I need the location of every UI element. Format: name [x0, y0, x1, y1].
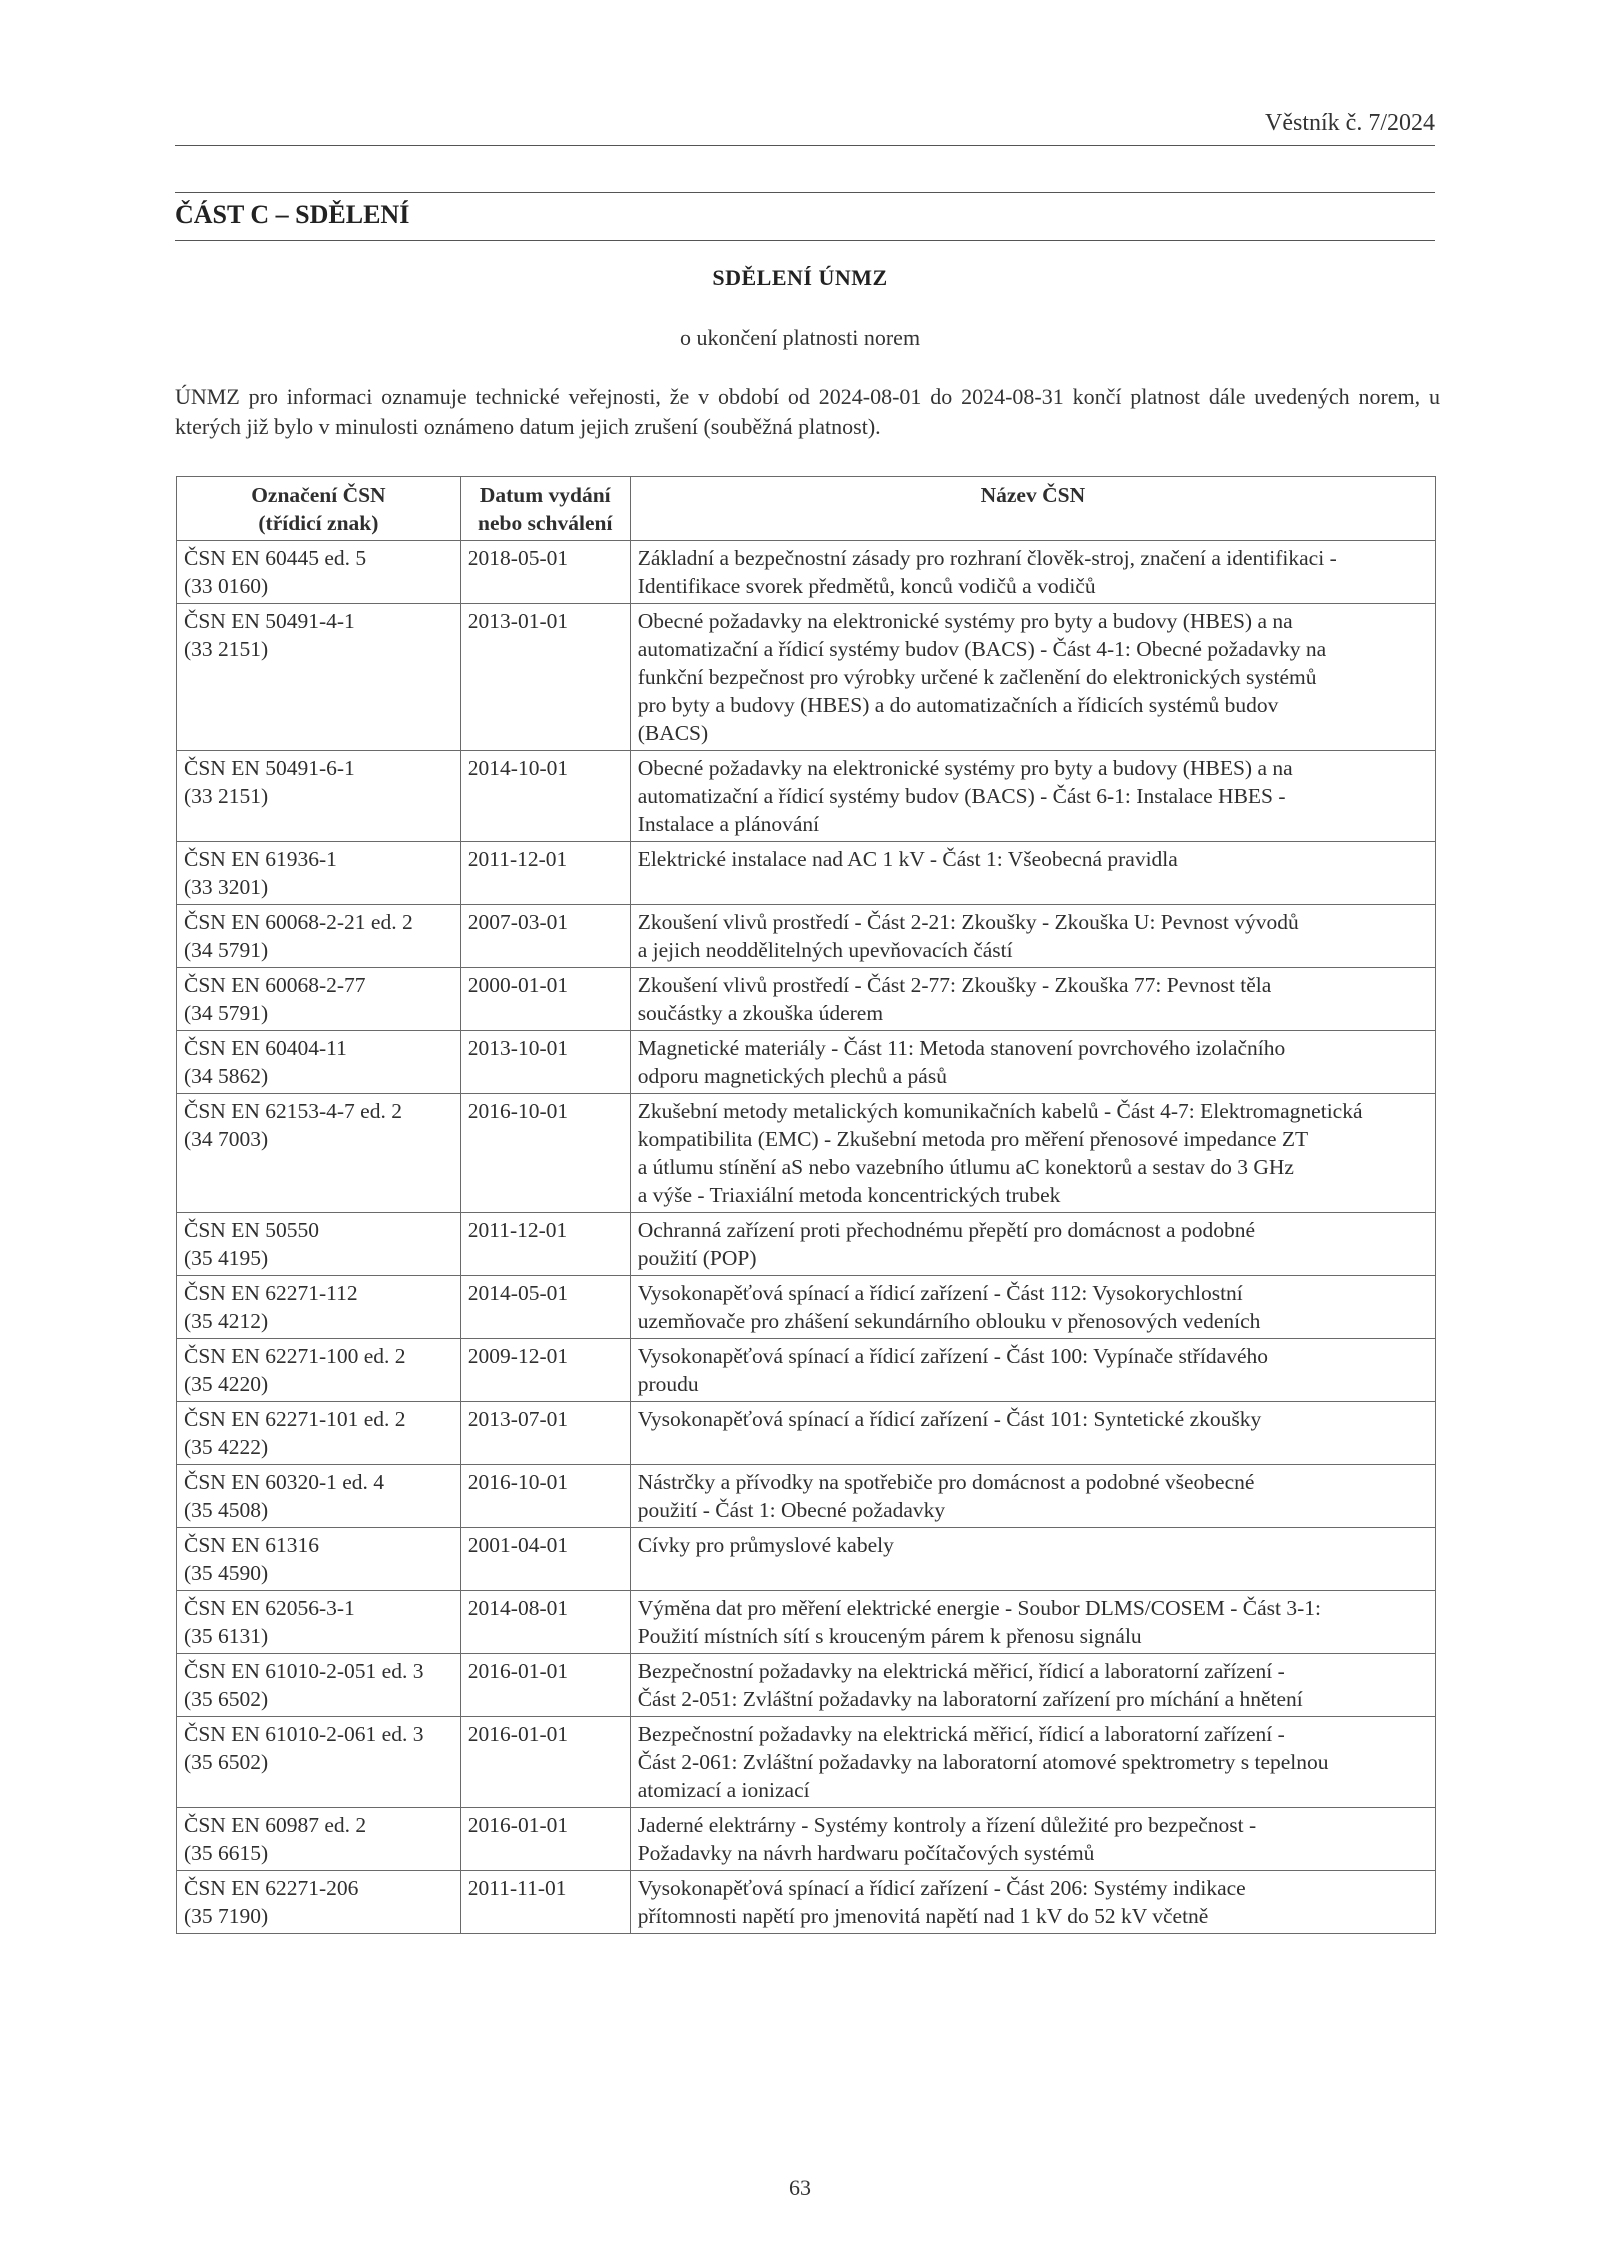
- classification-mark: (35 4212): [184, 1309, 269, 1333]
- norm-title-line: použití (POP): [637, 1246, 757, 1270]
- header-title: Věstník č. 7/2024: [1265, 110, 1435, 136]
- norm-title-line: Vysokonapěťová spínací a řídicí zařízení - Část 112: Vysokorychlostní: [637, 1281, 1243, 1305]
- classification-mark: (34 7003): [184, 1127, 269, 1151]
- issue-date-cell: 2013-10-01: [460, 1031, 630, 1094]
- page-number: 63: [789, 2175, 811, 2200]
- norm-title-line: použití - Část 1: Obecné požadavky: [637, 1498, 946, 1522]
- norm-code-cell: [177, 842, 461, 905]
- issue-date-cell: 2009-12-01: [460, 1339, 630, 1402]
- table-row: [177, 1213, 1436, 1276]
- norm-title-cell: [630, 1276, 1435, 1339]
- classification-mark: (35 6502): [184, 1750, 269, 1774]
- norm-title-line: automatizační a řídicí systémy budov (BACS) - Část 6-1: Instalace HBES -: [637, 784, 1286, 808]
- norm-title-cell: [630, 1402, 1435, 1465]
- header-date: [460, 477, 630, 541]
- norm-title-line: Bezpečnostní požadavky na elektrická měřicí, řídicí a laboratorní zařízení -: [637, 1659, 1285, 1683]
- table-row: [177, 604, 1436, 751]
- issue-date-cell: 2000-01-01: [460, 968, 630, 1031]
- classification-mark: (35 7190): [184, 1904, 269, 1928]
- norm-title-line: přítomnosti napětí pro jmenovitá napětí nad 1 kV do 52 kV včetně: [637, 1904, 1209, 1928]
- issue-date-cell: 2014-05-01: [460, 1276, 630, 1339]
- classification-mark: (35 6502): [184, 1687, 269, 1711]
- norm-title-line: a jejich neoddělitelných upevňovacích částí: [637, 938, 1013, 962]
- classification-mark: (35 4590): [184, 1561, 269, 1585]
- issue-date-cell: 2014-08-01: [460, 1591, 630, 1654]
- classification-mark: (35 6131): [184, 1624, 269, 1648]
- norm-title-line: Cívky pro průmyslové kabely: [637, 1533, 894, 1557]
- norm-code: ČSN EN 62056-3-1: [184, 1596, 355, 1620]
- norm-title-line: Instalace a plánování: [637, 812, 820, 836]
- header-line: nebo schválení: [478, 511, 613, 535]
- norm-title-line: Vysokonapěťová spínací a řídicí zařízení - Část 206: Systémy indikace: [637, 1876, 1246, 1900]
- table-row: [177, 1717, 1436, 1808]
- table-header-row: [177, 477, 1436, 541]
- norm-title-line: Vysokonapěťová spínací a řídicí zařízení - Část 100: Vypínače střídavého: [637, 1344, 1269, 1368]
- norm-title-line: Zkušební metody metalických komunikačních kabelů - Část 4-7: Elektromagnetická: [637, 1099, 1363, 1123]
- norm-title-cell: [630, 541, 1435, 604]
- table-row: [177, 1094, 1436, 1213]
- issue-date-cell: 2016-10-01: [460, 1465, 630, 1528]
- issue-date-cell: 2016-10-01: [460, 1094, 630, 1213]
- norm-title-cell: [630, 1871, 1435, 1934]
- issue-date-cell: 2011-11-01: [460, 1871, 630, 1934]
- norm-code: ČSN EN 60987 ed. 2: [184, 1813, 367, 1837]
- norm-title-line: Bezpečnostní požadavky na elektrická měřicí, řídicí a laboratorní zařízení -: [637, 1722, 1285, 1746]
- header-line: Datum vydání: [479, 483, 611, 507]
- norm-code-cell: [177, 1031, 461, 1094]
- classification-mark: (35 4195): [184, 1246, 269, 1270]
- norm-title-cell: [630, 1808, 1435, 1871]
- norm-title-cell: [630, 1465, 1435, 1528]
- header-line: Označení ČSN: [251, 483, 386, 507]
- norm-title-cell: [630, 1213, 1435, 1276]
- norm-title-cell: [630, 1094, 1435, 1213]
- norm-title-line: Požadavky na návrh hardwaru počítačových systémů: [637, 1841, 1095, 1865]
- norm-code-cell: [177, 905, 461, 968]
- norm-title-line: Nástrčky a přívodky na spotřebiče pro domácnost a podobné všeobecné: [637, 1470, 1255, 1494]
- norm-title-line: a útlumu stínění aS nebo vazebního útlumu aC konektorů a sestav do 3 GHz: [637, 1155, 1294, 1179]
- norm-code-cell: [177, 1094, 461, 1213]
- norm-code-cell: [177, 968, 461, 1031]
- norm-code-cell: [177, 1591, 461, 1654]
- norm-title-line: Základní a bezpečnostní zásady pro rozhraní člověk-stroj, značení a identifikaci -: [637, 546, 1337, 570]
- norm-title-line: Použití místních sítí s krouceným párem k přenosu signálu: [637, 1624, 1142, 1648]
- norm-title-cell: [630, 905, 1435, 968]
- notice-subheading: o ukončení platnosti norem: [679, 325, 921, 350]
- norm-code-cell: [177, 1402, 461, 1465]
- header-title: [630, 477, 1435, 541]
- issue-date-cell: 2014-10-01: [460, 751, 630, 842]
- issue-date-cell: 2011-12-01: [460, 1213, 630, 1276]
- norm-title-line: atomizací a ionizací: [637, 1778, 810, 1802]
- issue-date-cell: 2018-05-01: [460, 541, 630, 604]
- table-row: [177, 968, 1436, 1031]
- norm-code: ČSN EN 50491-4-1: [184, 609, 355, 633]
- norm-title-line: Výměna dat pro měření elektrické energie - Soubor DLMS/COSEM - Část 3-1:: [637, 1596, 1321, 1620]
- table-row: [177, 1654, 1436, 1717]
- norm-title-line: Vysokonapěťová spínací a řídicí zařízení - Část 101: Syntetické zkoušky: [637, 1407, 1262, 1431]
- classification-mark: (33 3201): [184, 875, 269, 899]
- norm-title-line: (BACS): [637, 721, 709, 745]
- section-rule-top: [175, 192, 1435, 193]
- norm-code-cell: [177, 1465, 461, 1528]
- norm-code: ČSN EN 62271-112: [184, 1281, 358, 1305]
- norm-code-cell: [177, 604, 461, 751]
- norm-code-cell: [177, 1871, 461, 1934]
- norm-code: ČSN EN 60445 ed. 5: [184, 546, 367, 570]
- norm-title-cell: [630, 968, 1435, 1031]
- issue-date-cell: 2007-03-01: [460, 905, 630, 968]
- norm-code: ČSN EN 61936-1: [184, 847, 337, 871]
- norm-title-line: součástky a zkouška úderem: [637, 1001, 884, 1025]
- norm-code-cell: [177, 1339, 461, 1402]
- norm-code-cell: [177, 541, 461, 604]
- issue-date-cell: 2001-04-01: [460, 1528, 630, 1591]
- table-row: [177, 842, 1436, 905]
- notice-intro: ÚNMZ pro informaci oznamuje technické veřejnosti, že v období od 2024-08-01 do 2024-08-31 končí platnost dále uvedených norem, u kterých již bylo v minulosti oznámeno datum jejich zrušení (souběžná platnost).: [175, 384, 1440, 439]
- table-row: [177, 1402, 1436, 1465]
- norm-title-line: Elektrické instalace nad AC 1 kV - Část 1: Všeobecná pravidla: [637, 847, 1178, 871]
- classification-mark: (35 4508): [184, 1498, 269, 1522]
- norm-code: ČSN EN 61010-2-061 ed. 3: [184, 1722, 424, 1746]
- norm-title-cell: [630, 1339, 1435, 1402]
- issue-date-cell: 2013-01-01: [460, 604, 630, 751]
- norm-title-line: funkční bezpečnost pro výrobky určené k začlenění do elektronických systémů: [637, 665, 1317, 689]
- norm-title-line: Obecné požadavky na elektronické systémy pro byty a budovy (HBES) a na: [637, 609, 1293, 633]
- table-row: [177, 751, 1436, 842]
- table-body: [177, 541, 1436, 1934]
- header-line: Název ČSN: [980, 483, 1086, 507]
- header-code: [177, 477, 461, 541]
- norm-title-line: uzemňovače pro zhášení sekundárního oblouku v přenosových vedeních: [637, 1309, 1261, 1333]
- norm-title-cell: [630, 751, 1435, 842]
- norm-title-line: Část 2-061: Zvláštní požadavky na laboratorní atomové spektrometry s tepelnou: [637, 1750, 1329, 1774]
- table-row: [177, 1339, 1436, 1402]
- norm-code: ČSN EN 62271-206: [184, 1876, 359, 1900]
- table-row: [177, 905, 1436, 968]
- table-row: [177, 1808, 1436, 1871]
- table-row: [177, 1871, 1436, 1934]
- table-row: [177, 1276, 1436, 1339]
- norm-title-cell: [630, 842, 1435, 905]
- norm-code: ČSN EN 62271-101 ed. 2: [184, 1407, 406, 1431]
- issue-date-cell: 2016-01-01: [460, 1717, 630, 1808]
- norm-code: ČSN EN 60068-2-77: [184, 973, 366, 997]
- table-row: [177, 1031, 1436, 1094]
- norm-title-line: proudu: [637, 1372, 699, 1396]
- section-title: ČÁST C – SDĚLENÍ: [175, 200, 410, 229]
- norm-code-cell: [177, 751, 461, 842]
- norm-title-line: Zkoušení vlivů prostředí - Část 2-21: Zkoušky - Zkouška U: Pevnost vývodů: [637, 910, 1299, 934]
- norm-code-cell: [177, 1654, 461, 1717]
- norm-title-line: Obecné požadavky na elektronické systémy pro byty a budovy (HBES) a na: [637, 756, 1293, 780]
- norm-code-cell: [177, 1808, 461, 1871]
- norm-code-cell: [177, 1213, 461, 1276]
- norm-title-cell: [630, 1717, 1435, 1808]
- norm-title-line: kompatibilita (EMC) - Zkušební metoda pro měření přenosové impedance ZT: [637, 1127, 1309, 1151]
- norm-title-cell: [630, 1528, 1435, 1591]
- norm-title-line: Identifikace svorek předmětů, konců vodičů a vodičů: [637, 574, 1096, 598]
- norm-title-line: automatizační a řídicí systémy budov (BACS) - Část 4-1: Obecné požadavky na: [637, 637, 1327, 661]
- issue-date-cell: 2016-01-01: [460, 1654, 630, 1717]
- norm-code: ČSN EN 61316: [184, 1533, 319, 1557]
- table-row: [177, 1591, 1436, 1654]
- issue-date-cell: 2011-12-01: [460, 842, 630, 905]
- norm-code: ČSN EN 62271-100 ed. 2: [184, 1344, 406, 1368]
- norm-title-line: a výše - Triaxiální metoda koncentrických trubek: [637, 1183, 1061, 1207]
- section-rule-bottom: [175, 240, 1435, 241]
- classification-mark: (34 5791): [184, 1001, 269, 1025]
- notice-heading: SDĚLENÍ ÚNMZ: [712, 265, 888, 290]
- classification-mark: (33 2151): [184, 637, 269, 661]
- issue-date-cell: 2016-01-01: [460, 1808, 630, 1871]
- norm-code-cell: [177, 1528, 461, 1591]
- norm-title-cell: [630, 1591, 1435, 1654]
- norm-code: ČSN EN 50491-6-1: [184, 756, 355, 780]
- norm-title-line: odporu magnetických plechů a pásů: [637, 1064, 947, 1088]
- norm-title-cell: [630, 1031, 1435, 1094]
- header-rule: [175, 145, 1435, 146]
- norms-table: [176, 476, 1436, 1934]
- norm-code: ČSN EN 60404-11: [184, 1036, 347, 1060]
- norm-code: ČSN EN 62153-4-7 ed. 2: [184, 1099, 402, 1123]
- classification-mark: (34 5862): [184, 1064, 269, 1088]
- header-line: (třídicí znak): [258, 511, 379, 535]
- classification-mark: (35 4220): [184, 1372, 269, 1396]
- classification-mark: (34 5791): [184, 938, 269, 962]
- table-row: [177, 1528, 1436, 1591]
- norm-title-cell: [630, 604, 1435, 751]
- norm-code: ČSN EN 61010-2-051 ed. 3: [184, 1659, 424, 1683]
- norm-title-line: Část 2-051: Zvláštní požadavky na laboratorní zařízení pro míchání a hnětení: [637, 1687, 1303, 1711]
- issue-date-cell: 2013-07-01: [460, 1402, 630, 1465]
- norm-title-cell: [630, 1654, 1435, 1717]
- classification-mark: (33 0160): [184, 574, 269, 598]
- classification-mark: (35 4222): [184, 1435, 269, 1459]
- norm-title-line: Magnetické materiály - Část 11: Metoda stanovení povrchového izolačního: [637, 1036, 1286, 1060]
- norm-code-cell: [177, 1717, 461, 1808]
- norm-title-line: pro byty a budovy (HBES) a do automatizačních a řídicích systémů budov: [637, 693, 1279, 717]
- classification-mark: (33 2151): [184, 784, 269, 808]
- norm-code: ČSN EN 60320-1 ed. 4: [184, 1470, 385, 1494]
- norm-title-line: Zkoušení vlivů prostředí - Část 2-77: Zkoušky - Zkouška 77: Pevnost těla: [637, 973, 1272, 997]
- norm-title-line: Ochranná zařízení proti přechodnému přepětí pro domácnost a podobné: [637, 1218, 1255, 1242]
- table-row: [177, 1465, 1436, 1528]
- norm-code: ČSN EN 60068-2-21 ed. 2: [184, 910, 413, 934]
- norm-title-line: Jaderné elektrárny - Systémy kontroly a řízení důležité pro bezpečnost -: [637, 1813, 1257, 1837]
- table-row: [177, 541, 1436, 604]
- classification-mark: (35 6615): [184, 1841, 269, 1865]
- norm-code-cell: [177, 1276, 461, 1339]
- norm-code: ČSN EN 50550: [184, 1218, 319, 1242]
